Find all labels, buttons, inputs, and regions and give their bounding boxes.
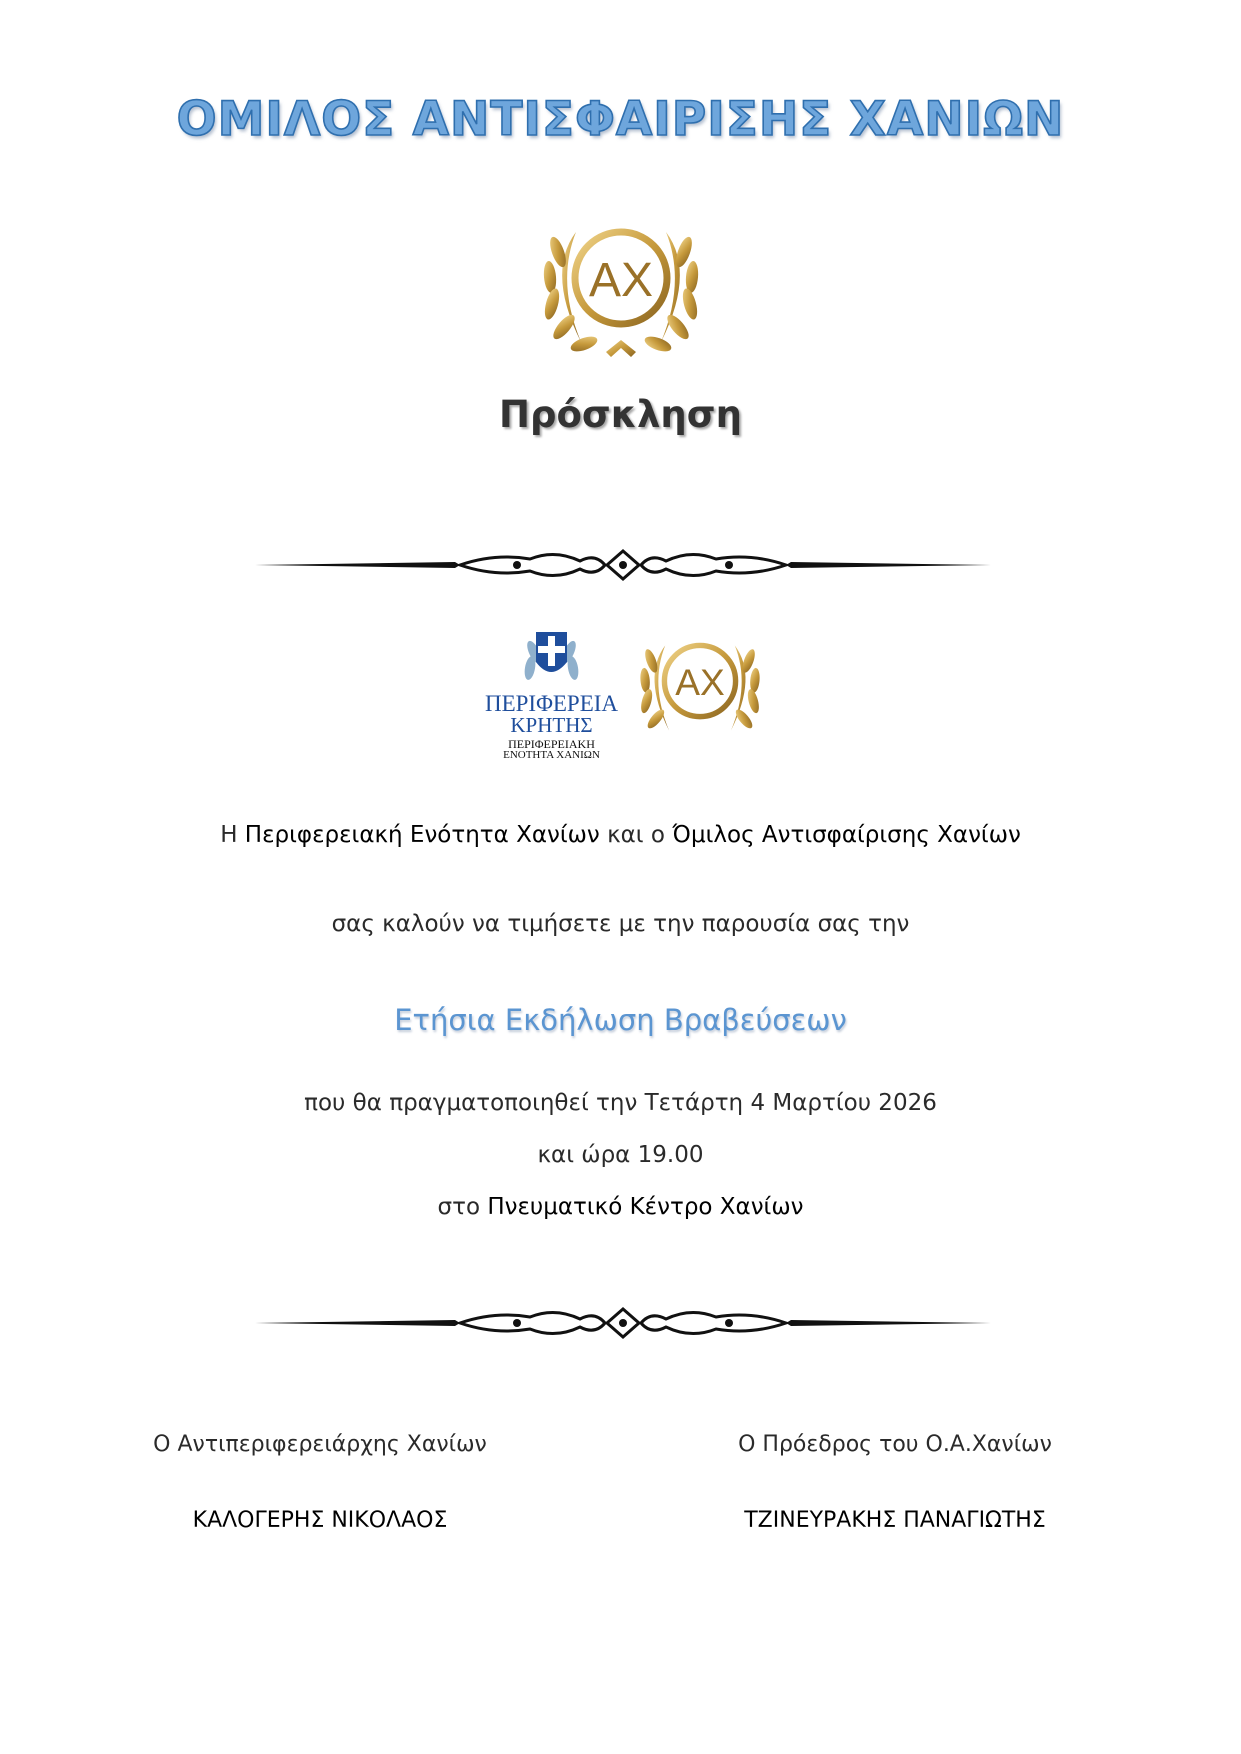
- signatory-left-title: Ο Αντιπεριφερειάρχης Χανίων: [153, 1432, 487, 1457]
- ornamental-divider: [255, 545, 991, 585]
- ornamental-divider-bottom: [255, 1303, 991, 1343]
- club-logo-small: [634, 630, 766, 746]
- greek-coat-of-arms-icon: [474, 618, 629, 688]
- line1-prefix: Η: [220, 822, 238, 848]
- club-name: ΟΜΙΛΟΣ ΑΝΤΙΣΦΑΙΡΙΣΗΣ ΧΑΝΙΩΝ: [176, 92, 1065, 147]
- event-date: που θα πραγματοποιηθεί την Τετάρτη 4 Μαρτίου 2026: [304, 1090, 937, 1116]
- region-subname: ΚΡΗΤΗΣ: [510, 713, 593, 737]
- page-title: Πρόσκληση: [499, 393, 742, 436]
- region-unit-area: ΕΝΟΤΗΤΑ ΧΑΝΙΩΝ: [503, 749, 600, 761]
- venue-name: Πνευματικό Κέντρο Χανίων: [487, 1194, 804, 1220]
- region-logo: [474, 618, 629, 761]
- signatory-left-name: ΚΑΛΟΓΕΡΗΣ ΝΙΚΟΛΑΟΣ: [192, 1508, 448, 1533]
- event-title: Ετήσια Εκδήλωση Βραβεύσεων: [394, 1003, 847, 1037]
- signatory-right-title: Ο Πρόεδρος του Ο.Α.Χανίων: [738, 1432, 1052, 1457]
- signatory-right-name: ΤΖΙΝΕΥΡΑΚΗΣ ΠΑΝΑΓΙΩΤΗΣ: [744, 1508, 1046, 1533]
- org-region: Περιφερειακή Ενότητα Χανίων: [244, 822, 600, 848]
- logo-monogram: ΑΧ: [588, 254, 654, 307]
- org-club: Όμιλος Αντισφαίρισης Χανίων: [672, 822, 1021, 848]
- event-venue-line: [0, 1194, 1241, 1220]
- invitation-line-2: σας καλούν να τιμήσετε με την παρουσία σας την: [331, 911, 910, 937]
- laurel-monogram-logo: [536, 212, 706, 362]
- region-unit: ΠΕΡΙΦΕΡΕΙΑΚΗ: [508, 737, 595, 751]
- event-time: και ώρα 19.00: [537, 1142, 704, 1168]
- region-name: ΠΕΡΙΦΕΡΕΙΑ: [484, 691, 619, 716]
- venue-prefix: στο: [437, 1194, 481, 1220]
- line1-join: και ο: [607, 822, 665, 848]
- invitation-line-1: [0, 822, 1241, 848]
- small-logo-monogram: ΑΧ: [675, 660, 725, 703]
